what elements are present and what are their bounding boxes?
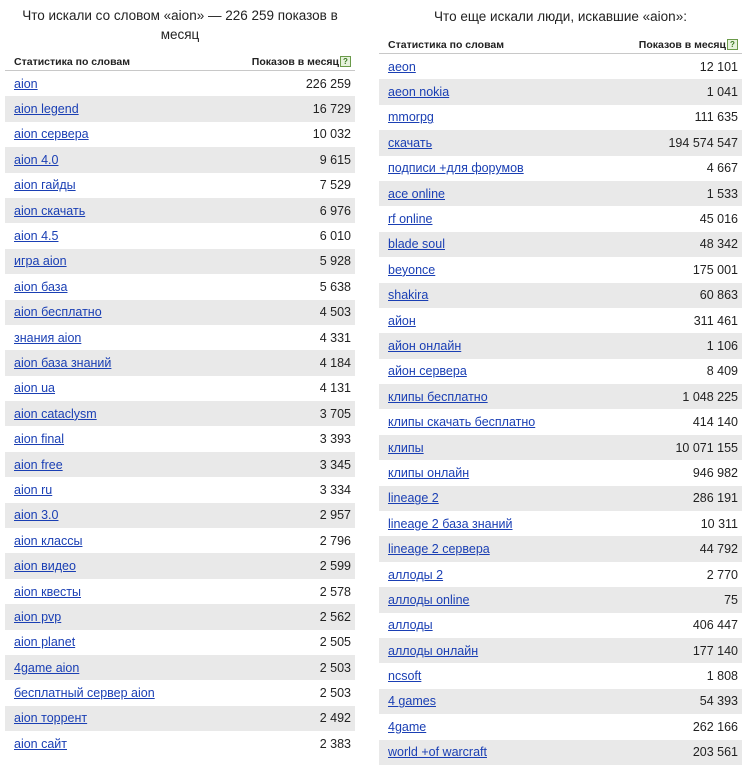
query-link[interactable]: aion cataclysm <box>14 406 97 421</box>
table-row <box>379 587 742 612</box>
query-link[interactable]: aion 4.5 <box>14 229 59 244</box>
table-row <box>379 257 742 282</box>
impressions-count: 175 001 <box>692 262 738 277</box>
table-row <box>379 536 742 561</box>
query-link[interactable]: скачать <box>388 135 433 150</box>
right-col-count-header-wrap <box>639 39 738 51</box>
impressions-count: 4 131 <box>319 381 351 396</box>
impressions-count: 4 331 <box>319 330 351 345</box>
impressions-count: 10 032 <box>312 127 351 142</box>
impressions-count: 286 191 <box>692 491 738 506</box>
query-link[interactable]: aion pvp <box>14 609 62 624</box>
table-row <box>379 511 742 536</box>
table-row <box>5 731 355 756</box>
impressions-count: 194 574 547 <box>668 135 738 150</box>
query-link[interactable]: aeon <box>388 59 416 74</box>
query-link[interactable]: aion ru <box>14 482 53 497</box>
query-link[interactable]: айон сервера <box>388 364 467 379</box>
query-link[interactable]: аллоды онлайн <box>388 643 479 658</box>
impressions-count: 44 792 <box>699 542 738 557</box>
right-rows <box>379 54 742 765</box>
left-rows <box>5 71 355 757</box>
query-link[interactable]: бесплатный сервер aion <box>14 686 155 701</box>
table-row <box>379 206 742 231</box>
table-row <box>5 198 355 223</box>
impressions-count: 4 503 <box>319 305 351 320</box>
table-row <box>5 300 355 325</box>
table-row <box>5 147 355 172</box>
table-row <box>5 655 355 680</box>
table-row <box>379 714 742 739</box>
query-link[interactable]: айон онлайн <box>388 338 462 353</box>
table-row <box>379 283 742 308</box>
right-stats-panel <box>379 0 742 768</box>
impressions-count: 2 578 <box>319 584 351 599</box>
right-col-query-header: Статистика по словам <box>388 39 504 51</box>
impressions-count: 54 393 <box>699 694 738 709</box>
impressions-count: 3 705 <box>319 406 351 421</box>
table-row <box>5 376 355 401</box>
left-panel-title: Что искали со словом «aion» — 226 259 показов в месяц <box>22 8 338 42</box>
impressions-count: 6 010 <box>319 229 351 244</box>
query-link[interactable]: айон <box>388 313 416 328</box>
question-icon[interactable]: ? <box>727 39 738 50</box>
query-link[interactable]: aion торрент <box>14 711 88 726</box>
table-row <box>379 130 742 155</box>
impressions-count: 2 562 <box>319 609 351 624</box>
impressions-count: 2 503 <box>319 660 351 675</box>
query-link[interactable]: аллоды online <box>388 592 470 607</box>
impressions-count: 75 <box>724 592 738 607</box>
left-col-count-header-wrap <box>252 56 351 68</box>
impressions-count: 6 976 <box>319 203 351 218</box>
query-link[interactable]: lineage 2 <box>388 491 439 506</box>
query-link[interactable]: aion planet <box>14 635 76 650</box>
table-row <box>379 308 742 333</box>
impressions-count: 1 533 <box>706 186 738 201</box>
impressions-count: 406 447 <box>692 618 738 633</box>
table-row <box>379 79 742 104</box>
impressions-count: 226 259 <box>305 76 351 91</box>
table-row <box>379 486 742 511</box>
table-row <box>379 638 742 663</box>
query-link[interactable]: 4game aion <box>14 660 80 675</box>
query-link[interactable]: ace online <box>388 186 445 201</box>
table-row <box>5 173 355 198</box>
table-row <box>5 71 355 96</box>
table-row <box>379 460 742 485</box>
query-link[interactable]: клипы бесплатно <box>388 389 488 404</box>
query-link[interactable]: blade soul <box>388 237 445 252</box>
query-link[interactable]: ncsoft <box>388 669 422 684</box>
impressions-count: 2 796 <box>319 533 351 548</box>
table-row <box>5 274 355 299</box>
left-table-header <box>5 52 355 71</box>
query-link[interactable]: lineage 2 сервера <box>388 542 490 557</box>
impressions-count: 45 016 <box>699 212 738 227</box>
impressions-count: 8 409 <box>706 364 738 379</box>
query-link[interactable]: подписи +для форумов <box>388 161 524 176</box>
impressions-count: 16 729 <box>312 102 351 117</box>
table-row <box>5 604 355 629</box>
impressions-count: 311 461 <box>693 313 738 328</box>
impressions-count: 5 638 <box>319 279 351 294</box>
query-link[interactable]: aion ua <box>14 381 56 396</box>
table-row <box>379 333 742 358</box>
table-row <box>379 384 742 409</box>
left-stats-panel <box>5 0 355 768</box>
query-link[interactable]: клипы скачать бесплатно <box>388 415 536 430</box>
left-col-count-header: Показов в месяц <box>251 56 339 68</box>
query-link[interactable]: aion сервера <box>14 127 89 142</box>
query-link[interactable]: aion <box>14 76 38 91</box>
table-row <box>5 706 355 731</box>
table-row <box>379 663 742 688</box>
impressions-count: 1 048 225 <box>682 389 738 404</box>
impressions-count: 3 393 <box>319 432 351 447</box>
query-link[interactable]: aeon nokia <box>388 85 450 100</box>
right-col-count-header: Показов в месяц <box>638 39 726 51</box>
impressions-count: 48 342 <box>699 237 738 252</box>
query-link[interactable]: shakira <box>388 288 429 303</box>
query-link[interactable]: aion legend <box>14 102 79 117</box>
query-link[interactable]: aion гайды <box>14 178 76 193</box>
query-link[interactable]: rf online <box>388 212 433 227</box>
table-row <box>379 359 742 384</box>
right-panel-title: Что еще искали люди, искавшие «aion»: <box>434 9 687 24</box>
impressions-count: 10 311 <box>700 516 738 531</box>
impressions-count: 4 184 <box>319 355 351 370</box>
table-row <box>5 528 355 553</box>
table-row <box>5 122 355 147</box>
table-row <box>5 249 355 274</box>
impressions-count: 10 071 155 <box>675 440 738 455</box>
impressions-count: 262 166 <box>692 719 738 734</box>
impressions-count: 177 140 <box>692 643 738 658</box>
query-link[interactable]: world +of warcraft <box>388 745 487 760</box>
impressions-count: 7 529 <box>319 178 351 193</box>
impressions-count: 2 503 <box>319 686 351 701</box>
table-row <box>5 325 355 350</box>
impressions-count: 5 928 <box>319 254 351 269</box>
query-link[interactable]: aion скачать <box>14 203 86 218</box>
query-link[interactable]: aion final <box>14 432 65 447</box>
left-col-query-header: Статистика по словам <box>14 56 130 68</box>
table-row <box>5 426 355 451</box>
table-row <box>379 181 742 206</box>
query-link[interactable]: 4game <box>388 719 427 734</box>
table-row <box>379 409 742 434</box>
query-link[interactable]: aion free <box>14 457 63 472</box>
impressions-count: 60 863 <box>699 288 738 303</box>
table-row <box>379 54 742 79</box>
table-row <box>379 435 742 460</box>
table-row <box>5 96 355 121</box>
table-row <box>5 452 355 477</box>
impressions-count: 2 770 <box>706 567 738 582</box>
table-row <box>379 232 742 257</box>
query-link[interactable]: аллоды 2 <box>388 567 444 582</box>
table-row <box>5 350 355 375</box>
question-icon[interactable]: ? <box>340 56 351 67</box>
impressions-count: 1 041 <box>706 85 738 100</box>
query-link[interactable]: клипы онлайн <box>388 465 470 480</box>
impressions-count: 12 101 <box>699 59 738 74</box>
query-link[interactable]: mmorpg <box>388 110 434 125</box>
table-row <box>5 223 355 248</box>
impressions-count: 946 982 <box>692 465 738 480</box>
table-row <box>379 613 742 638</box>
impressions-count: 414 140 <box>692 415 738 430</box>
query-link[interactable]: aion сайт <box>14 736 68 751</box>
query-link[interactable]: aion 4.0 <box>14 152 59 167</box>
table-row <box>379 689 742 714</box>
table-row <box>5 553 355 578</box>
impressions-count: 9 615 <box>319 152 351 167</box>
impressions-count: 2 957 <box>319 508 351 523</box>
impressions-count: 3 345 <box>319 457 351 472</box>
impressions-count: 1 808 <box>706 669 738 684</box>
impressions-count: 2 383 <box>319 736 351 751</box>
query-link[interactable]: aion квесты <box>14 584 81 599</box>
impressions-count: 3 334 <box>319 482 351 497</box>
table-row <box>5 680 355 705</box>
right-table-header <box>379 35 742 54</box>
query-link[interactable]: клипы <box>388 440 424 455</box>
query-link[interactable]: аллоды <box>388 618 433 633</box>
table-row <box>5 630 355 655</box>
query-link[interactable]: aion 3.0 <box>14 508 59 523</box>
query-link[interactable]: 4 games <box>388 694 436 709</box>
impressions-count: 4 667 <box>706 161 738 176</box>
impressions-count: 111 635 <box>694 110 738 125</box>
impressions-count: 1 106 <box>706 338 738 353</box>
query-link[interactable]: игра aion <box>14 254 67 269</box>
table-row <box>379 156 742 181</box>
table-row <box>379 562 742 587</box>
query-link[interactable]: lineage 2 база знаний <box>388 516 513 531</box>
query-link[interactable]: aion классы <box>14 533 83 548</box>
table-row <box>5 503 355 528</box>
query-link[interactable]: aion бесплатно <box>14 305 102 320</box>
impressions-count: 2 599 <box>319 559 351 574</box>
table-row <box>5 401 355 426</box>
table-row <box>5 579 355 604</box>
impressions-count: 2 505 <box>319 635 351 650</box>
query-link[interactable]: знания aion <box>14 330 82 345</box>
query-link[interactable]: aion база знаний <box>14 355 112 370</box>
query-link[interactable]: aion видео <box>14 559 76 574</box>
table-row <box>379 105 742 130</box>
table-row <box>379 740 742 765</box>
impressions-count: 203 561 <box>692 745 738 760</box>
table-row <box>5 477 355 502</box>
impressions-count: 2 492 <box>319 711 351 726</box>
query-link[interactable]: beyonce <box>388 262 436 277</box>
query-link[interactable]: aion база <box>14 279 68 294</box>
